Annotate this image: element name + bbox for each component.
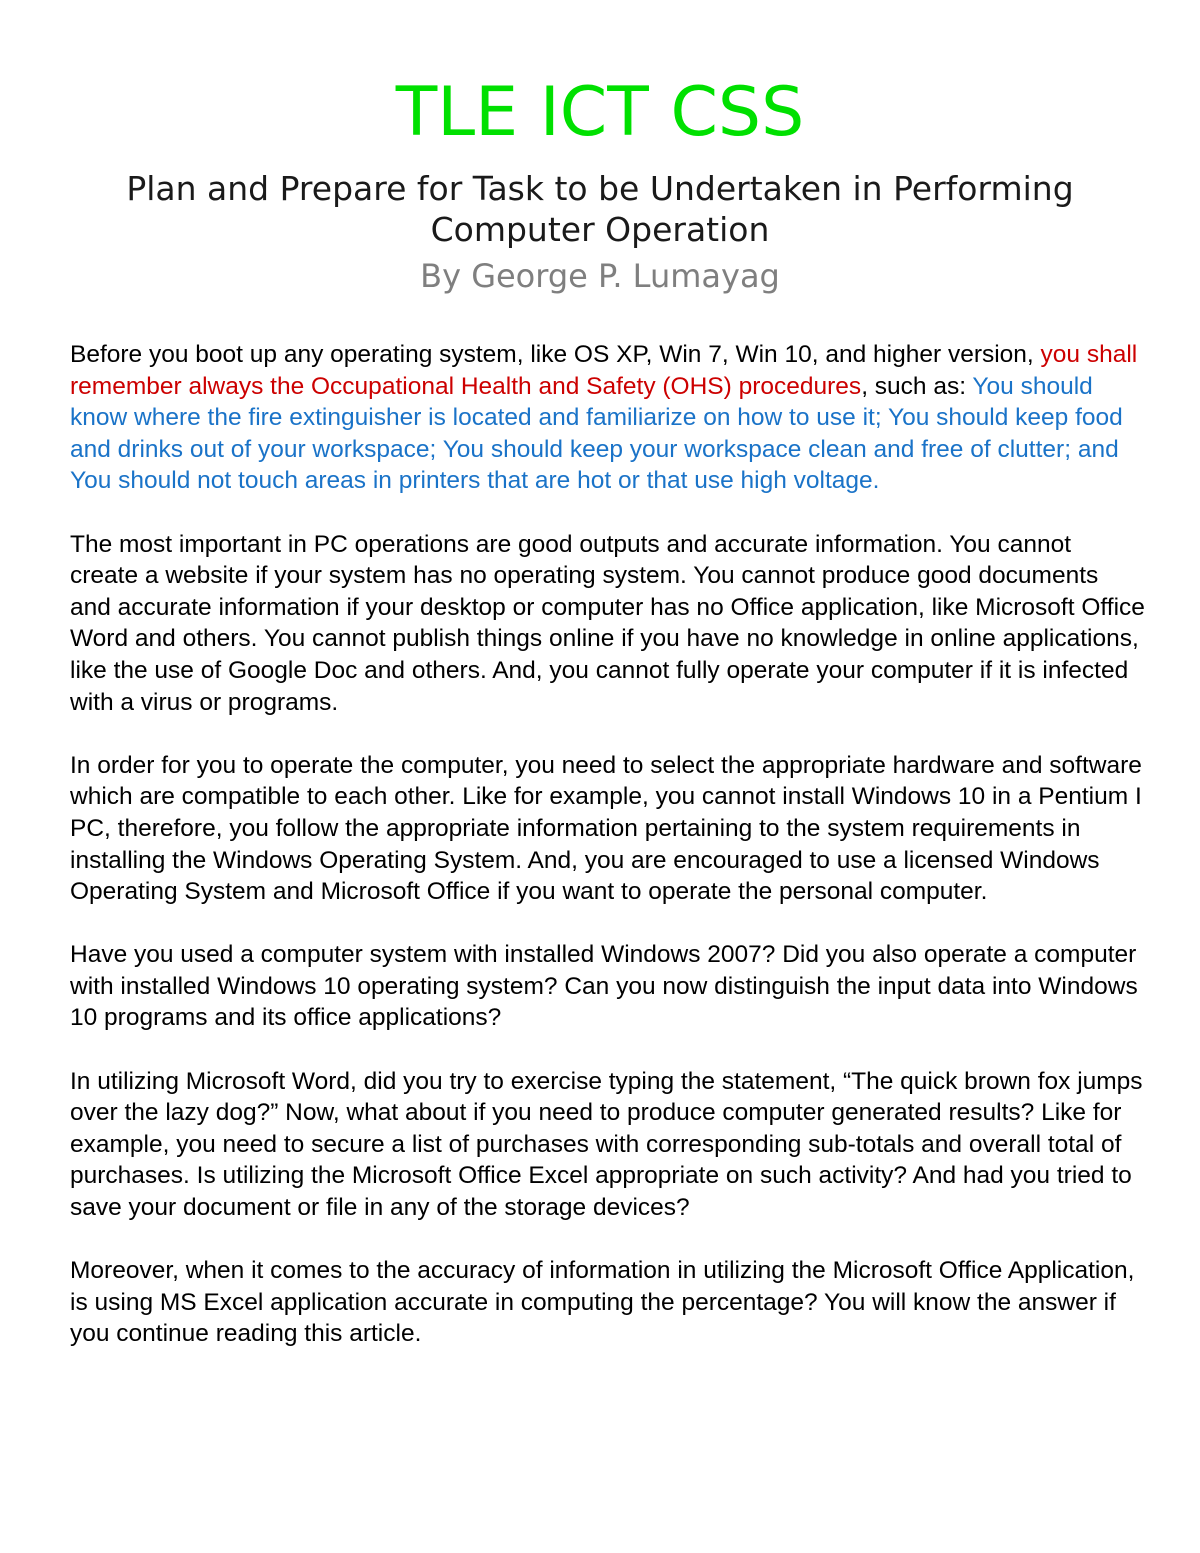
paragraph-hardware-software: In order for you to operate the computer, you need to select the appropriate hardware and software which are compatible to each other. Like for example, you cannot install Windows 10 in a Pentium I PC, therefore, you follow the appropriate information pertaining to the system requirements in installing the Windows Operating System. And, you are encouraged to use a licensed Windows Operating System and Microsoft Office if you want to operate the personal computer. xyxy=(70,751,1142,906)
paragraph-ohs-mid: , such as: xyxy=(861,372,973,400)
document-body xyxy=(70,339,1145,1382)
paragraph-windows-questions: Have you used a computer system with installed Windows 2007? Did you also operate a computer with installed Windows 10 operating system? Can you now distinguish the input data into Windows 10 programs and its office applications? xyxy=(70,941,1138,1032)
document-header xyxy=(0,68,1200,300)
document-title: TLE ICT CSS xyxy=(395,73,805,152)
paragraph-accuracy: Moreover, when it comes to the accuracy of information in utilizing the Microsoft Office Application, is using MS Excel application accurate in computing the percentage? You will know the answer if you continue reading this article. xyxy=(70,1257,1135,1348)
paragraph-ohs-lead: Before you boot up any operating system, like OS XP, Win 7, Win 10, and higher version, xyxy=(70,341,1041,368)
ohs-highlight-blue: You should know where the fire extinguisher is located and familiarize on how to use it; You should keep food and drinks out of your workspace; You should keep your workspace clean and free of clutter; and You should not touch areas in printers that are hot or that use high voltage. xyxy=(70,372,1123,495)
ohs-highlight-red: you shall remember always the Occupational Health and Safety (OHS) procedures xyxy=(70,341,1138,400)
document-author: By George P. Lumayag xyxy=(420,257,780,295)
paragraph-ohs xyxy=(70,339,1145,497)
paragraph-pc-operations: The most important in PC operations are good outputs and accurate information. You cannot create a website if your system has no operating system. You cannot produce good documents and accurate information if your desktop or computer has no Office application, like Microsoft Office Word and others. You cannot publish things online if you have no knowledge in online applications, like the use of Google Doc and others. And, you cannot fully operate your computer if it is infected with a virus or programs. xyxy=(70,530,1145,716)
document-subtitle: Plan and Prepare for Task to be Undertaken in Performing Computer Operation xyxy=(126,169,1074,249)
paragraph-microsoft-word: In utilizing Microsoft Word, did you try to exercise typing the statement, “The quick brown fox jumps over the lazy dog?” Now, what about if you need to produce computer generated results? Like for example, you need to secure a list of purchases with corresponding sub-totals and overall total of purchases. Is utilizing the Microsoft Office Excel appropriate on such activity? And had you tried to save your document or file in any of the storage devices? xyxy=(70,1067,1143,1222)
